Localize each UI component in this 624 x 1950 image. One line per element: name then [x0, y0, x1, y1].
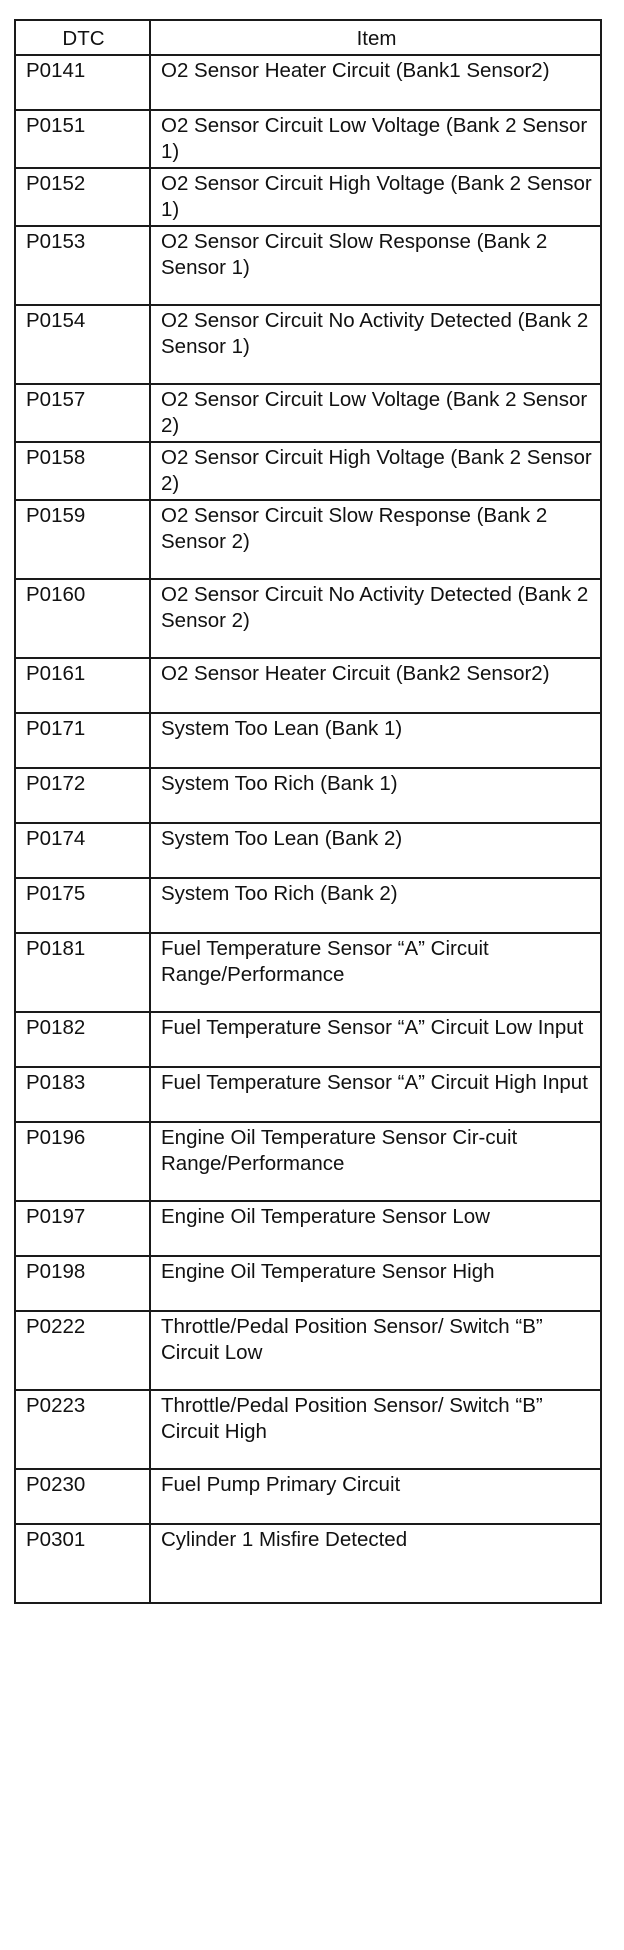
dtc-item-cell: O2 Sensor Circuit Low Voltage (Bank 2 Sensor 1) [150, 110, 601, 168]
dtc-item-cell: O2 Sensor Circuit Slow Response (Bank 2 Sensor 1) [150, 226, 601, 305]
dtc-code-cell: P0157 [15, 384, 150, 442]
dtc-item-cell: O2 Sensor Circuit No Activity Detected (Bank 2 Sensor 2) [150, 579, 601, 658]
table-row [15, 933, 601, 1012]
table-row [15, 878, 601, 933]
dtc-item-cell: O2 Sensor Heater Circuit (Bank1 Sensor2) [150, 55, 601, 110]
dtc-item-cell: System Too Lean (Bank 1) [150, 713, 601, 768]
dtc-item-cell: System Too Rich (Bank 2) [150, 878, 601, 933]
table-row [15, 168, 601, 226]
table-row [15, 442, 601, 500]
dtc-item-cell: O2 Sensor Circuit No Activity Detected (Bank 2 Sensor 1) [150, 305, 601, 384]
table-row [15, 713, 601, 768]
dtc-code-cell: P0141 [15, 55, 150, 110]
table-row [15, 55, 601, 110]
dtc-item-cell: Fuel Temperature Sensor “A” Circuit Range/Performance [150, 933, 601, 1012]
dtc-code-cell: P0183 [15, 1067, 150, 1122]
table-row [15, 1524, 601, 1603]
dtc-code-cell: P0182 [15, 1012, 150, 1067]
dtc-item-cell: System Too Rich (Bank 1) [150, 768, 601, 823]
table-row [15, 305, 601, 384]
dtc-code-cell: P0172 [15, 768, 150, 823]
table-row [15, 823, 601, 878]
dtc-code-cell: P0223 [15, 1390, 150, 1469]
dtc-table [14, 19, 602, 1604]
table-row [15, 658, 601, 713]
dtc-item-cell: Engine Oil Temperature Sensor Cir-cuit Range/Performance [150, 1122, 601, 1201]
table-row [15, 384, 601, 442]
dtc-item-cell: Fuel Pump Primary Circuit [150, 1469, 601, 1524]
dtc-code-cell: P0181 [15, 933, 150, 1012]
table-row [15, 1256, 601, 1311]
dtc-code-cell: P0152 [15, 168, 150, 226]
table-row [15, 768, 601, 823]
dtc-item-cell: O2 Sensor Circuit Slow Response (Bank 2 Sensor 2) [150, 500, 601, 579]
dtc-code-cell: P0230 [15, 1469, 150, 1524]
item-column-header: Item [150, 20, 601, 55]
dtc-code-cell: P0197 [15, 1201, 150, 1256]
table-body [15, 55, 601, 1603]
dtc-item-cell: System Too Lean (Bank 2) [150, 823, 601, 878]
dtc-item-cell: O2 Sensor Circuit Low Voltage (Bank 2 Sensor 2) [150, 384, 601, 442]
dtc-code-cell: P0301 [15, 1524, 150, 1603]
dtc-item-cell: Fuel Temperature Sensor “A” Circuit Low Input [150, 1012, 601, 1067]
dtc-code-cell: P0175 [15, 878, 150, 933]
table-row [15, 110, 601, 168]
dtc-code-cell: P0158 [15, 442, 150, 500]
dtc-code-cell: P0171 [15, 713, 150, 768]
dtc-item-cell: Fuel Temperature Sensor “A” Circuit High Input [150, 1067, 601, 1122]
dtc-column-header: DTC [15, 20, 150, 55]
table-row [15, 1201, 601, 1256]
table-row [15, 1122, 601, 1201]
dtc-code-cell: P0151 [15, 110, 150, 168]
table-row [15, 1311, 601, 1390]
dtc-code-cell: P0154 [15, 305, 150, 384]
table-header-row [15, 20, 601, 55]
dtc-code-cell: P0196 [15, 1122, 150, 1201]
dtc-item-cell: Engine Oil Temperature Sensor High [150, 1256, 601, 1311]
dtc-item-cell: Engine Oil Temperature Sensor Low [150, 1201, 601, 1256]
dtc-code-cell: P0174 [15, 823, 150, 878]
table-row [15, 1469, 601, 1524]
dtc-code-cell: P0222 [15, 1311, 150, 1390]
dtc-item-cell: Throttle/Pedal Position Sensor/ Switch “B” Circuit Low [150, 1311, 601, 1390]
table-row [15, 1390, 601, 1469]
table-row [15, 226, 601, 305]
dtc-code-cell: P0159 [15, 500, 150, 579]
table-row [15, 1012, 601, 1067]
dtc-item-cell: O2 Sensor Circuit High Voltage (Bank 2 Sensor 1) [150, 168, 601, 226]
dtc-code-cell: P0153 [15, 226, 150, 305]
table-row [15, 500, 601, 579]
dtc-item-cell: Throttle/Pedal Position Sensor/ Switch “B” Circuit High [150, 1390, 601, 1469]
table-row [15, 1067, 601, 1122]
dtc-code-cell: P0161 [15, 658, 150, 713]
dtc-item-cell: O2 Sensor Circuit High Voltage (Bank 2 Sensor 2) [150, 442, 601, 500]
dtc-item-cell: O2 Sensor Heater Circuit (Bank2 Sensor2) [150, 658, 601, 713]
dtc-code-cell: P0160 [15, 579, 150, 658]
dtc-code-cell: P0198 [15, 1256, 150, 1311]
dtc-item-cell: Cylinder 1 Misfire Detected [150, 1524, 601, 1603]
table-row [15, 579, 601, 658]
